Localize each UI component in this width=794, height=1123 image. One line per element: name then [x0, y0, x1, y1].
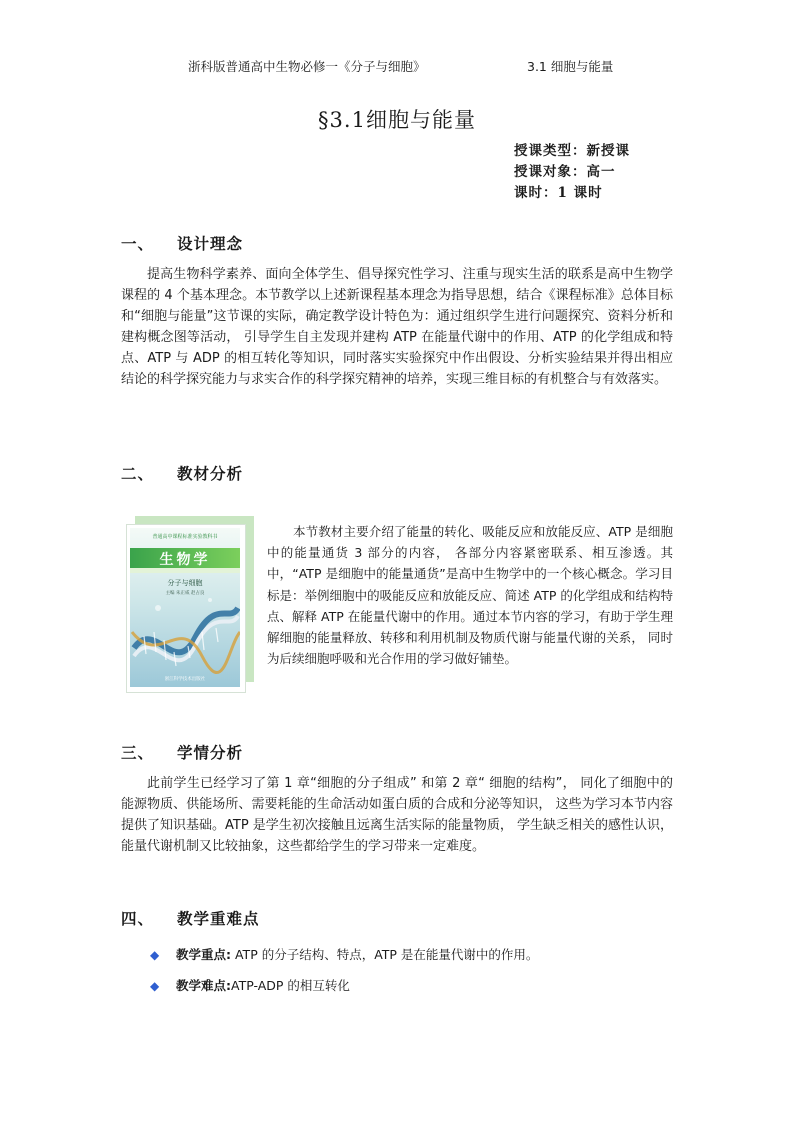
difficulty-item — [150, 976, 350, 994]
lesson-audience: 授课对象：高一 — [514, 164, 616, 180]
diamond-bullet-icon: ◆ — [150, 979, 160, 993]
lesson-type: 授课类型：新授课 — [514, 143, 630, 159]
header-right: 3.1 细胞与能量 — [527, 59, 614, 74]
section-title: 教材分析 — [177, 464, 244, 483]
cover-subtitle: 分子与细胞 — [167, 579, 203, 587]
section-2-paragraph: 本节教材主要介绍了能量的转化、吸能反应和放能反应、ATP 是细胞中的能量通货 3 部分的内容， 各部分内容紧密联系、相互渗透。其中，“ATP 是细胞中的能量通货”是高中生物学中的一个核心概念。学习目标是：举例细胞中的吸能反应和放能反应、简述 ATP 的化学组成和结构特点、解释 ATP 在能量代谢中的作用。通过本节内容的学习，有助于学生理解细胞的能量释放、转移和利用机制及物质代谢与能量代谢的关系， 同时为后续细胞呼吸和光合作用的学习做好铺垫。 — [267, 524, 673, 667]
cover-title: 生物学 — [159, 552, 211, 568]
section-title: 教学重难点 — [177, 909, 260, 928]
section-2-heading — [121, 462, 243, 484]
section-number: 四、 — [121, 909, 155, 928]
section-4-heading — [121, 907, 260, 929]
key-point-label: 教学重点: — [176, 947, 231, 962]
cover-editors: 主编 朱正威 赵占良 — [165, 591, 205, 596]
section-title: 学情分析 — [177, 743, 244, 762]
section-title: 设计理念 — [177, 234, 244, 253]
page-title: §3.1细胞与能量 — [318, 108, 476, 132]
section-number: 三、 — [121, 743, 155, 762]
header-left: 浙科版普通高中生物必修一《分子与细胞》 — [188, 59, 426, 74]
section-3-heading — [121, 741, 243, 763]
section-1-heading — [121, 232, 243, 254]
section-1-paragraph: 提高生物科学素养、面向全体学生、倡导探究性学习、注重与现实生活的联系是高中生物学课程的 4 个基本理念。本节教学以上述新课程基本理念为指导思想，结合《课程标准》总体目标和“细胞与能量”这节课的实际，确定教学设计特色为：通过组织学生进行问题探究、资料分析和建构概念图等活动， 引导学生自主发现并建构 ATP 在能量代谢中的作用、ATP 的化学组成和特点、ATP 与 ADP 的相互转化等知识，同时落实实验探究中作出假设、分析实验结果并得出相应结论的科学探究能力与求实合作的科学探究精神的培养，实现三维目标的有机整合与有效落实。 — [121, 267, 673, 387]
cover-publisher: 浙江科学技术出版社 — [164, 677, 206, 682]
diamond-bullet-icon: ◆ — [150, 948, 160, 962]
lesson-hours: 课时：1 课时 — [514, 185, 603, 201]
cover-series: 普通高中课程标准实验教科书 — [152, 534, 218, 540]
difficulty-text: ATP-ADP 的相互转化 — [231, 978, 350, 993]
section-number: 一、 — [121, 234, 155, 253]
section-3-paragraph: 此前学生已经学习了第 1 章“细胞的分子组成” 和第 2 章“ 细胞的结构”， 同化了细胞中的能源物质、供能场所、需要耗能的生命活动如蛋白质的合成和分泌等知识， 这些为学习本节内容提供了知识基础。ATP 是学生初次接触且远离生活实际的能量物质， 学生缺乏相关的感性认识，能量代谢机制又比较抽象，这些都给学生的学习带来一定难度。 — [121, 776, 673, 854]
difficulty-label: 教学难点: — [176, 978, 231, 993]
key-point-text: ATP 的分子结构、特点，ATP 是在能量代谢中的作用。 — [231, 947, 539, 962]
textbook-cover — [130, 528, 240, 687]
key-point-item — [150, 945, 538, 963]
section-number: 二、 — [121, 464, 155, 483]
